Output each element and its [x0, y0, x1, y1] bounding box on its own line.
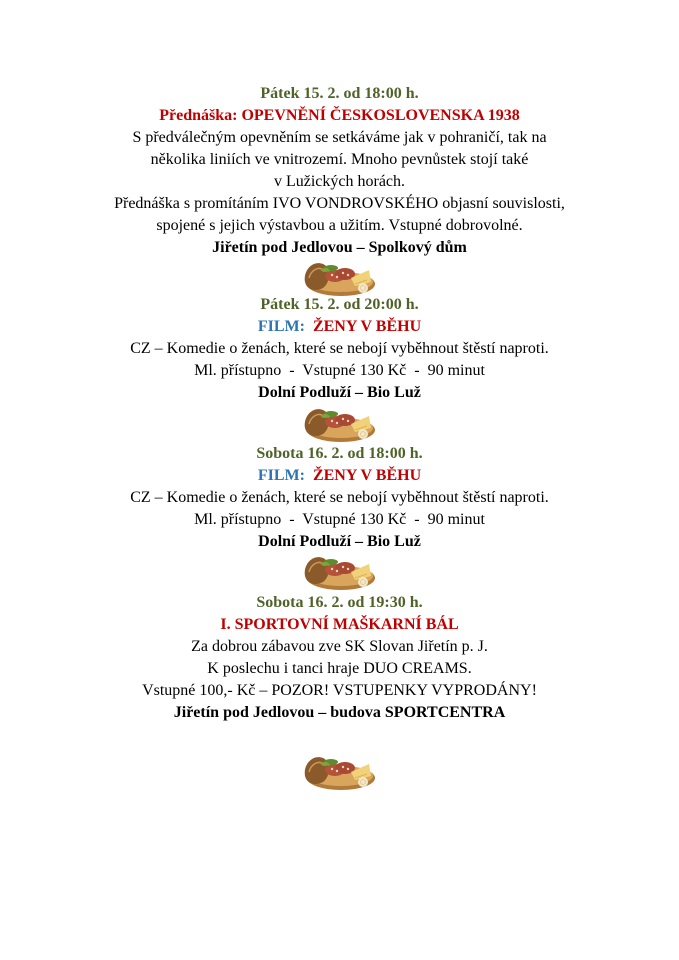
event-description-line: několika liniích ve vnitrozemí. Mnoho pevnůstek stojí také — [150, 151, 529, 168]
event-date: Pátek 15. 2. od 18:00 h. — [260, 85, 419, 102]
event-description-line: Ml. přístupno - Vstupné 130 Kč - 90 minut — [194, 511, 485, 528]
event-date: Sobota 16. 2. od 18:00 h. — [256, 445, 423, 462]
event-description-line: S předválečným opevněním se setkáváme jak v pohraničí, tak na — [132, 129, 547, 146]
event-title: I. SPORTOVNÍ MAŠKARNÍ BÁL — [220, 616, 459, 633]
event-title: Přednáška: OPEVNĚNÍ ČESKOSLOVENSKA 1938 — [159, 107, 520, 124]
bread-sausage-board-icon — [301, 254, 377, 298]
event-title: ŽENY V BĚHU — [312, 318, 422, 335]
event-title-line — [0, 465, 679, 487]
event-venue: Jiřetín pod Jedlovou – Spolkový dům — [212, 239, 467, 256]
event-description-line: Ml. přístupno - Vstupné 130 Kč - 90 minut — [194, 362, 485, 379]
event-4 — [0, 592, 679, 724]
event-title-prefix: FILM: — [257, 318, 305, 335]
event-description-line: K poslechu i tanci hraje DUO CREAMS. — [207, 660, 472, 677]
event-description-line: Přednáška s promítáním IVO VONDROVSKÉHO objasní souvislosti, — [114, 195, 565, 212]
event-description-line: Vstupné 100,- Kč – POZOR! VSTUPENKY VYPRODÁNY! — [142, 682, 537, 699]
event-1 — [0, 83, 679, 259]
event-title-prefix: FILM: — [257, 467, 305, 484]
event-date: Sobota 16. 2. od 19:30 h. — [256, 594, 423, 611]
event-date: Pátek 15. 2. od 20:00 h. — [260, 296, 419, 313]
event-venue: Jiřetín pod Jedlovou – budova SPORTCENTRA — [173, 704, 506, 721]
event-description-line: CZ – Komedie o ženách, které se nebojí vyběhnout štěstí naproti. — [130, 340, 549, 357]
event-description-line: spojené s jejich výstavbou a užitím. Vstupné dobrovolné. — [156, 217, 523, 234]
event-venue: Dolní Podluží – Bio Luž — [258, 384, 421, 401]
event-title: ŽENY V BĚHU — [312, 467, 422, 484]
event-3 — [0, 443, 679, 553]
bread-sausage-board-icon — [301, 748, 377, 792]
bread-sausage-board-icon — [301, 400, 377, 444]
event-description-line: v Lužických horách. — [273, 173, 406, 190]
event-description-line: CZ – Komedie o ženách, které se nebojí vyběhnout štěstí naproti. — [130, 489, 549, 506]
event-2 — [0, 294, 679, 404]
bread-sausage-board-icon — [301, 548, 377, 592]
event-venue: Dolní Podluží – Bio Luž — [258, 533, 421, 550]
event-description-line: Za dobrou zábavou zve SK Slovan Jiřetín p. J. — [191, 638, 488, 655]
event-title-line — [0, 316, 679, 338]
